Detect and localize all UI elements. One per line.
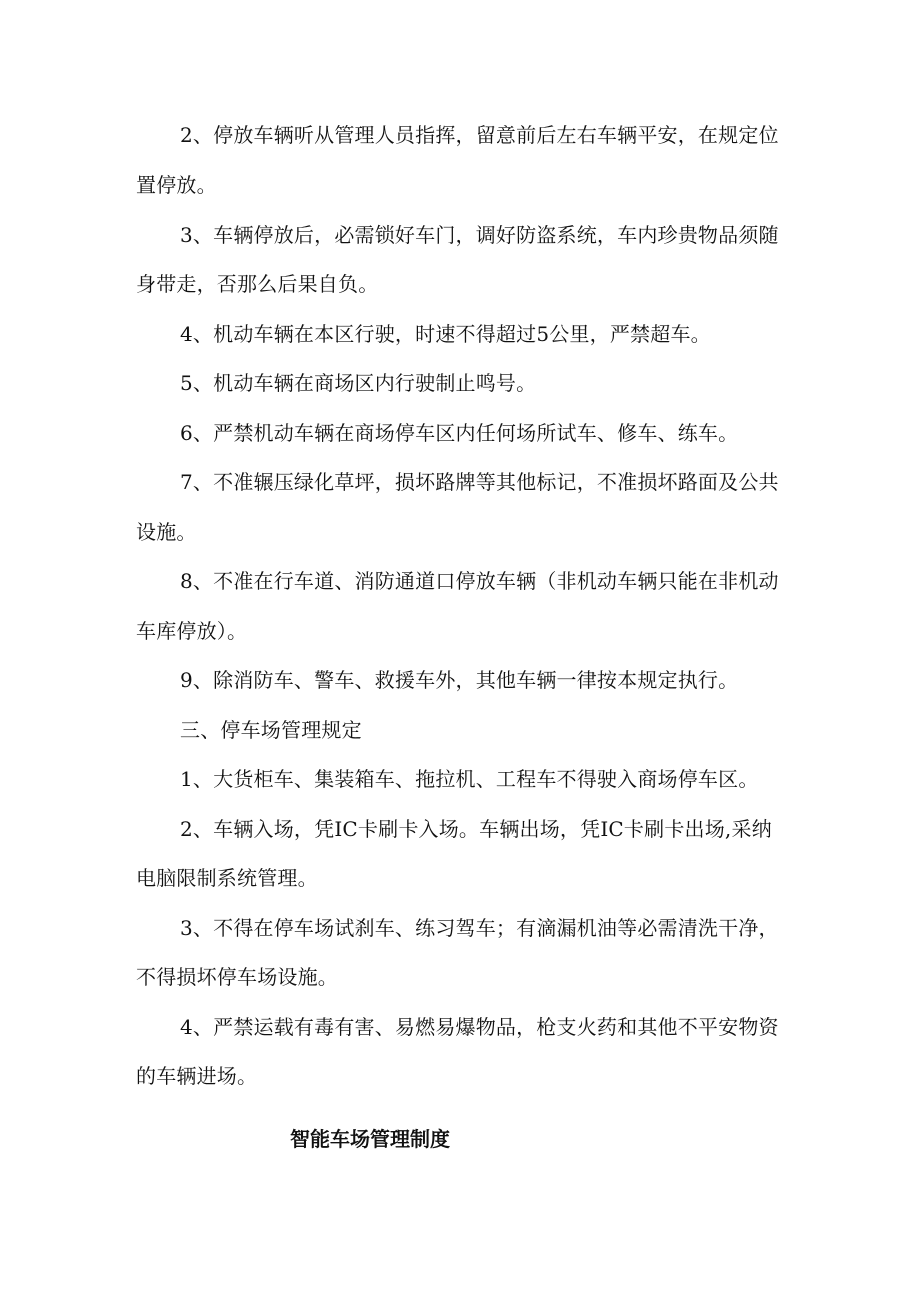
paragraph-line: 3、车辆停放后，必需锁好车门，调好防盗系统，车内珍贵物品须随 [180,223,779,247]
paragraph-line: 5、机动车辆在商场区内行驶制止鸣号。 [180,371,537,395]
paragraph-line: 7、不准辗压绿化草坪，损坏路牌等其他标记，不准损坏路面及公共 [180,470,779,494]
paragraph-line: 4、严禁运载有毒有害、易燃易爆物品，枪支火药和其他不平安物资 [180,1015,779,1039]
section-heading: 三、停车场管理规定 [180,718,362,742]
paragraph-line: 车库停放）。 [136,619,248,643]
paragraph-line: 4、机动车辆在本区行驶，时速不得超过5公里，严禁超车。 [180,322,711,346]
paragraph-line: 9、除消防车、警车、救援车外，其他车辆一律按本规定执行。 [180,668,739,692]
paragraph-line: 3、不得在停车场试刹车、练习驾车；有滴漏机油等必需清洗干净， [180,916,779,940]
paragraph-line: 身带走，否那么后果自负。 [136,272,379,296]
paragraph-line: 2、车辆入场，凭IC卡刷卡入场。车辆出场，凭IC卡刷卡出场,采纳 [180,817,772,841]
document-title: 智能车场管理制度 [290,1127,450,1151]
paragraph-line: 6、严禁机动车辆在商场停车区内任何场所试车、修车、练车。 [180,421,739,445]
paragraph-line: 设施。 [136,520,197,544]
paragraph-line: 1、大货柜车、集装箱车、拖拉机、工程车不得驶入商场停车区。 [180,767,759,791]
paragraph-line: 8、不准在行车道、消防通道口停放车辆（非机动车辆只能在非机动 [180,569,779,593]
paragraph-line: 置停放。 [136,173,217,197]
paragraph-line: 的车辆进场。 [136,1064,258,1088]
paragraph-line: 2、停放车辆听从管理人员指挥，留意前后左右车辆平安，在规定位 [180,123,779,147]
paragraph-line: 不得损坏停车场设施。 [136,965,338,989]
paragraph-line: 电脑限制系统管理。 [136,866,318,890]
